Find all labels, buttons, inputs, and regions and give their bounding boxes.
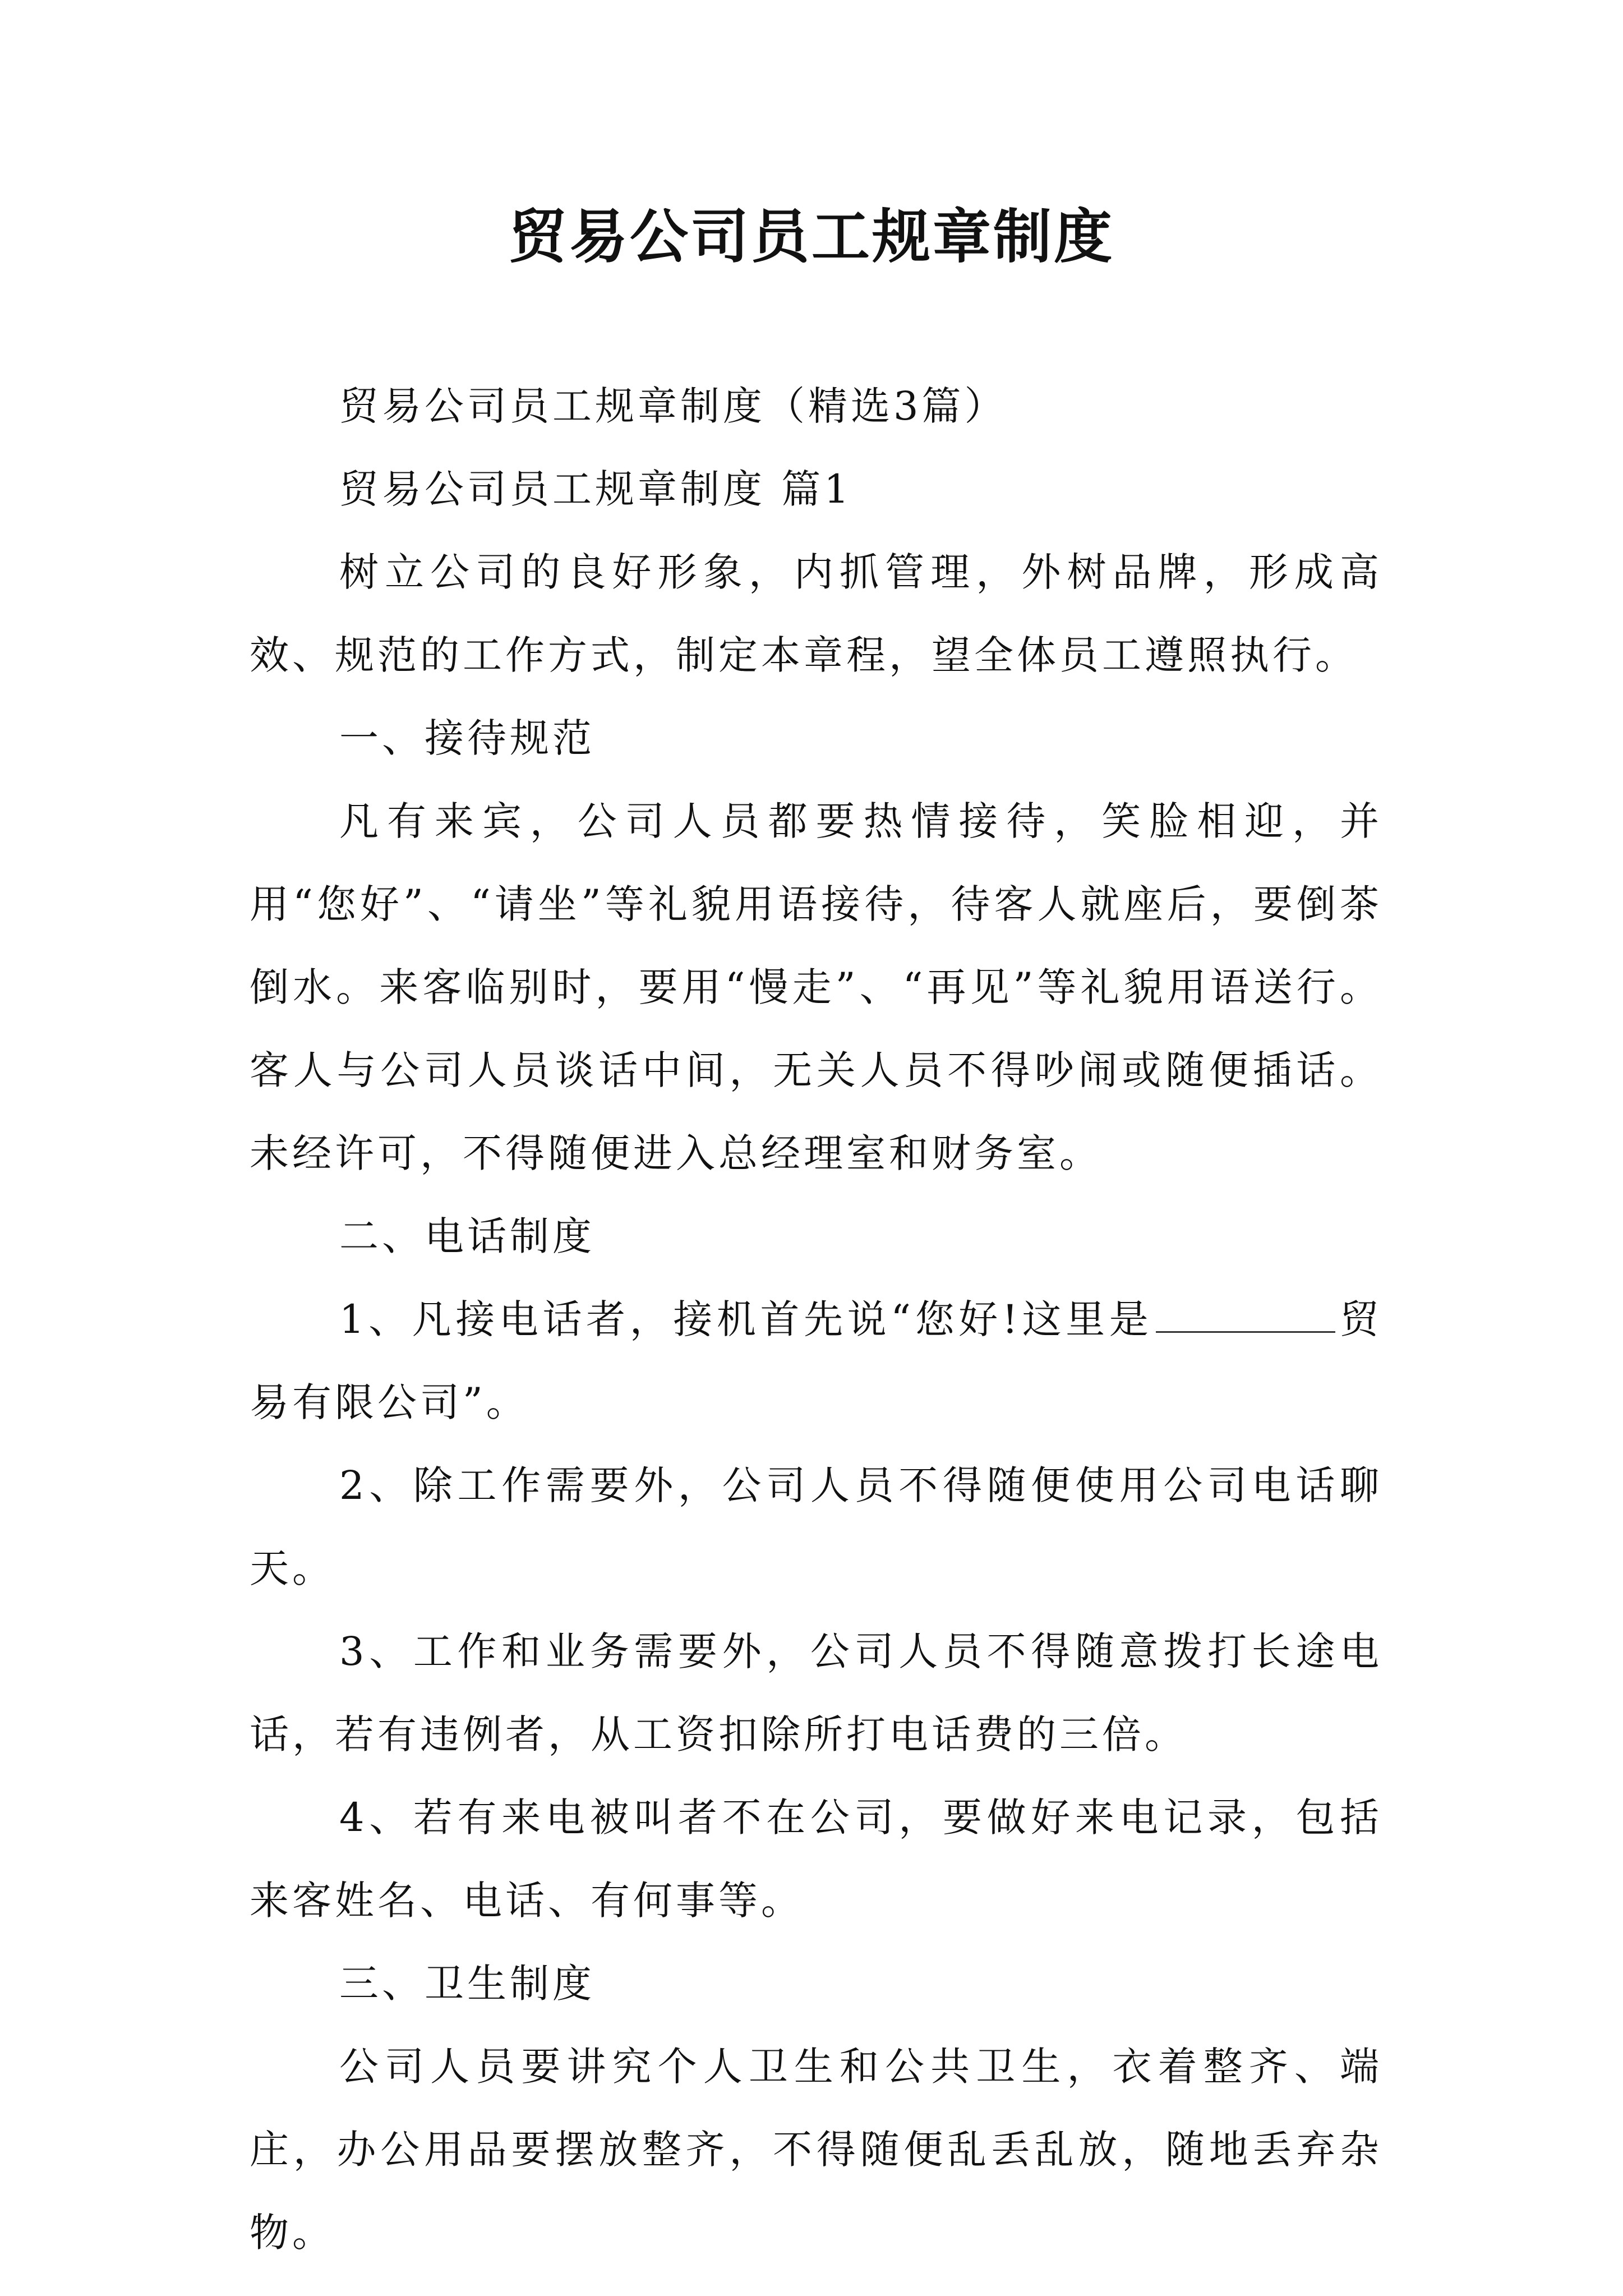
telephone-rule-3: 3、工作和业务需要外，公司人员不得随意拨打长途电话，若有违例者，从工资扣除所打电话费的三倍。: [250, 1628, 1382, 1757]
section-heading-reception: 一、接待规范: [339, 715, 595, 761]
telephone-rule-1: [250, 1278, 1382, 1444]
document-body: [250, 365, 1382, 2274]
section-heading-hygiene: 三、卫生制度: [339, 1961, 595, 2007]
section-heading-telephone: 二、电话制度: [339, 1213, 595, 1259]
hygiene-paragraph: 公司人员要讲究个人卫生和公共卫生，衣着整齐、端庄，办公用品要摆放整齐，不得随便乱丢乱放，随地丢弃杂物。: [250, 2044, 1382, 2256]
subtitle: 贸易公司员工规章制度（精选3篇）: [339, 383, 1007, 429]
document-title: 贸易公司员工规章制度: [508, 202, 1114, 271]
reception-paragraph: 凡有来宾，公司人员都要热情接待，笑脸相迎，并用“您好”、“请坐”等礼貌用语接待，待客人就座后，要倒茶倒水。来客临别时，要用“慢走”、“再见”等礼貌用语送行。客人与公司人员谈话中间，无关人员不得吵闹或随便插话。未经许可，不得随便进入总经理室和财务室。: [250, 798, 1382, 1176]
telephone-rule-4: 4、若有来电被叫者不在公司，要做好来电记录，包括来客姓名、电话、有何事等。: [250, 1795, 1382, 1924]
fill-in-blank: [1156, 1292, 1335, 1333]
intro-paragraph: 树立公司的良好形象，内抓管理，外树品牌，形成高效、规范的工作方式，制定本章程，望全体员工遵照执行。: [250, 549, 1382, 678]
part-heading: 贸易公司员工规章制度 篇1: [339, 466, 852, 512]
telephone-rule-2: 2、除工作需要外，公司人员不得随便使用公司电话聊天。: [250, 1462, 1382, 1591]
rule-1-text-before: 1、凡接电话者，接机首先说“您好!这里是: [339, 1296, 1153, 1342]
rule-1-text-after: 贸易有限公司”。: [250, 1296, 1383, 1425]
